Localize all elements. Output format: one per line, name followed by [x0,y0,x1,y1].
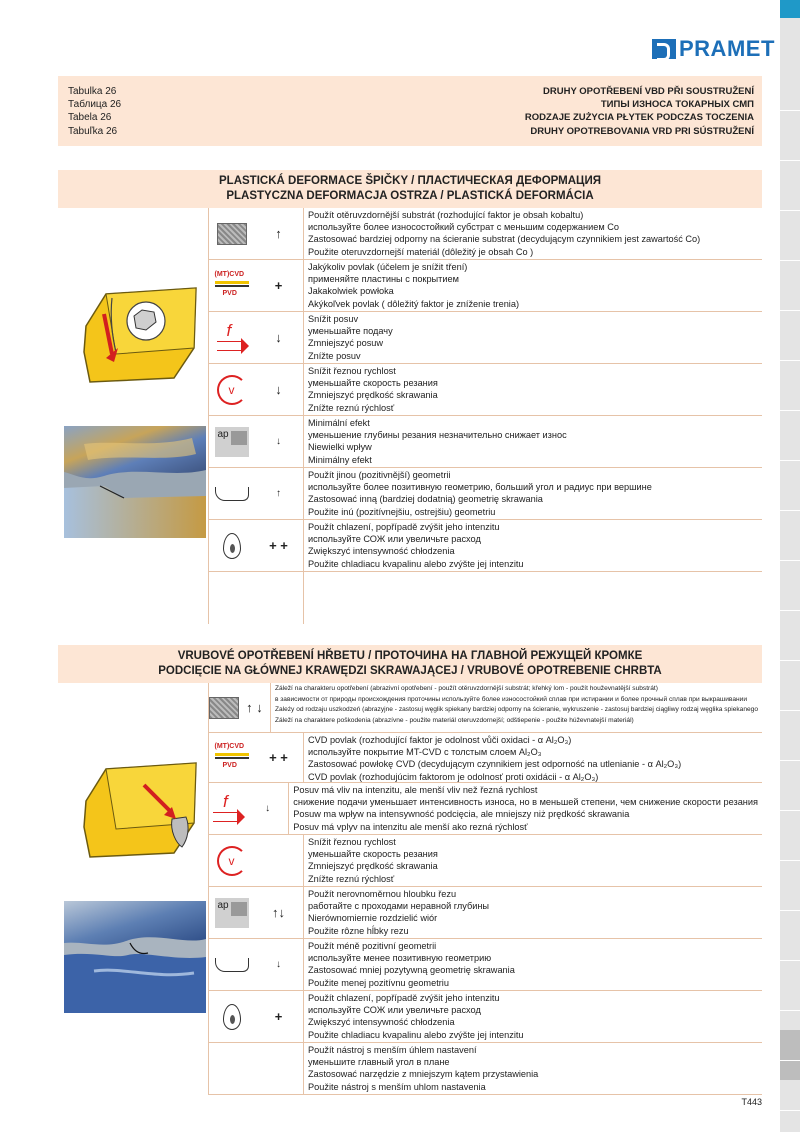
coating-label: (MT)CVD [214,742,245,750]
recommendation-row [209,416,762,468]
recommendation-text [304,364,762,415]
recommendation-line: уменьшите главный угол в плане [308,1057,450,1068]
parameter-icon-cell [209,783,247,834]
recommendation-line: Minimálny efekt [308,454,372,465]
parameter-icon-cell [209,312,254,363]
insert-notch-illustration [76,761,206,861]
recommendation-line: Znížte posuv [308,350,361,361]
recommendation-row [209,1043,762,1095]
recommendation-line: Niewielki wpływ [308,442,372,453]
side-tab-strip [780,0,800,1132]
recommendation-line: используйте менее позитивную геометрию [308,953,492,964]
side-tab-separator [780,660,800,661]
change-direction: ↓ [254,416,304,467]
depth-letter: ap [217,899,229,911]
table-title: RODZAJE ZUŻYCIA PŁYTEK PODCZAS TOCZENIA [524,112,754,124]
recommendation-line: Posuw ma wpływ na intensywność podcięcia, ale mniejszy niż prędkość skrawania [293,809,630,820]
recommendation-row [209,260,762,312]
parameter-icon-cell [209,939,254,990]
recommendation-line: Zmniejszyć prędkość skrawania [308,861,438,872]
recommendation-line: Použít chlazení, popřípadě zvýšit jeho intenzitu [308,993,500,1003]
side-tab-separator [780,1060,800,1061]
change-direction: ↓ [254,312,304,363]
side-tab-separator [780,460,800,461]
recommendation-row [209,312,762,364]
recommendation-line: Záleží na charakteru opotřebení (abrazivní opotřebení - použít otěruvzdornější substrát; křehký lom - použít houževnatější substrát) [274,685,658,692]
coating-label: PVD [222,761,237,769]
recommendation-row [209,733,762,783]
recommendation-line: уменьшение глубины резания незначительно снижает износ [308,430,567,441]
side-tab-separator [780,810,800,811]
side-tab-separator [780,510,800,511]
section-notch-wear [58,645,762,1092]
parameter-icon-cell [209,468,254,519]
recommendation-list [208,208,762,624]
geometry-icon [215,487,249,501]
recommendation-line: Použite chladiacu kvapalinu alebo zvýšte jej intenzitu [308,558,524,569]
recommendation-row [209,468,762,520]
change-direction: + + [254,520,304,571]
recommendation-line: Použít méně pozitivní geometrii [308,941,437,951]
parameter-icon-cell [209,364,254,415]
section-plastic-deformation [58,170,762,616]
recommendation-line: Jakakolwiek powłoka [308,286,394,297]
recommendation-line: Zmniejszyć posuw [308,338,384,349]
recommendation-line: Použite rôzne hĺbky rezu [308,925,409,936]
recommendation-line: Nierównomiernie rozdzielić wiór [308,913,438,924]
parameter-icon-cell [209,991,254,1042]
recommendation-line: Použite oteruvzdornejší materiál (dôležitý je obsah Co ) [308,246,534,257]
empty-row [209,572,762,624]
recommendation-text [304,468,762,519]
table-title: DRUHY OPOTŘEBENÍ VBD PŘI SOUSTRUŽENÍ [543,86,754,97]
recommendation-line: снижение подачи уменьшает интенсивность износа, но в меньшей степени, чем снижение скорости резания [293,797,758,808]
table-header-band [58,76,762,146]
table-title-list [525,85,754,138]
recommendation-line: Zastosować mniej pozytywną geometrię skrawania [308,965,515,976]
recommendation-text [304,260,762,311]
brand-name: PRAMET [679,36,775,61]
recommendation-line: Zastosować inną (bardziej dodatnią) geometrię skrawania [308,494,543,505]
worn-insert-photo [64,426,206,538]
recommendation-line: используйте более износостойкий субстрат с меньшим содержанием Со [308,222,619,233]
substrate-icon [217,223,247,245]
recommendation-text [304,416,762,467]
pramet-logo [652,38,775,60]
recommendation-line: Použít nerovnoměrnou hloubku řezu [308,889,457,899]
feed-letter: f [226,320,232,340]
table-title: ТИПЫ ИЗНОСА ТОКАРНЫХ СМП [600,99,754,111]
coating-label: PVD [222,289,237,297]
recommendation-line: Posuv má vliv na intenzitu, ale menší vliv než řezná rychlost [293,785,538,795]
recommendation-text [304,835,762,886]
recommendation-line: Zastosować bardziej odporny na ścieranie substrat (decydującym czynnikiem jest zawartość Co) [308,234,701,245]
table-title: DRUHY OPOTREBOVANIA VRD PRI SÚSTRUŽENÍ [530,125,754,137]
coating-icon [215,271,249,301]
parameter-icon-cell [209,520,254,571]
change-direction: ↑ ↓ [239,683,271,732]
coating-label: (MT)CVD [214,270,245,278]
feed-icon [211,791,245,824]
recommendation-line: Použít jinou (pozitivnější) geometrii [308,470,451,480]
recommendation-text [304,312,762,363]
recommendation-line: CVD povlak (rozhodujúcim faktorom je odolnosť proti oxidácii - α Al₂O₃) [308,771,599,782]
recommendation-line: Znížte reznú rýchlosť [308,402,395,413]
geometry-icon [215,958,249,972]
recommendation-row [209,520,762,572]
side-tab-separator [780,960,800,961]
recommendation-line: CVD povlak (rozhodující faktor je odolnost vůči oxidaci - α Al₂O₃) [308,735,572,745]
side-tab-separator [780,410,800,411]
recommendation-text [304,520,762,571]
change-direction: ↑↓ [254,887,304,938]
recommendation-line: уменьшайте скорость резания [308,378,438,389]
side-tab-separator [780,210,800,211]
side-tab-separator [780,1110,800,1111]
change-direction: ↓ [247,783,289,834]
recommendation-line: Snížit posuv [308,314,359,324]
side-tab-separator [780,1010,800,1011]
change-direction [254,835,304,886]
feed-letter: f [222,791,228,811]
coolant-icon [223,533,241,559]
recommendation-line: применяйте пластины с покрытием [308,274,459,285]
coating-icon [215,743,249,773]
recommendation-line: Znížte reznú rýchlosť [308,873,395,884]
side-tab-separator [780,110,800,111]
recommendation-text [304,939,762,990]
side-tab-separator [780,560,800,561]
change-direction: + [254,991,304,1042]
recommendation-row [209,208,762,260]
recommendation-row [209,887,762,939]
speed-letter: v [228,853,235,868]
recommendation-line: Použite nástroj s menším uhlom nastavenia [308,1081,486,1092]
recommendation-line: используйте более позитивную геометрию, больший угол и радиус при вершине [308,482,652,493]
recommendation-row [209,364,762,416]
recommendation-line: Akýkoľvek povlak ( dôležitý faktor je zníženie trenia) [308,298,520,309]
recommendation-row [209,991,762,1043]
section-title-line: PLASTICKÁ DEFORMACE ŠPIČKY / ПЛАСТИЧЕСКАЯ ДЕФОРМАЦИЯ [219,175,601,187]
recommendation-line: Snížit řeznou rychlost [308,366,396,376]
recommendation-line: используйте СОЖ или увеличьте расход [308,534,481,545]
recommendation-line: Minimální efekt [308,418,370,428]
recommendation-row [209,683,762,733]
change-direction: ↑ [254,208,304,259]
recommendation-line: Zwiększyć intensywność chłodzenia [308,1017,455,1028]
recommendation-line: Snížit řeznou rychlost [308,837,396,847]
section-title-line: VRUBOVÉ OPOTŘEBENÍ HŘBETU / ПРОТОЧИНА НА ГЛАВНОЙ РЕЖУЩЕЙ КРОМКЕ [177,650,643,662]
recommendation-line: уменьшайте подачу [308,326,393,337]
parameter-icon-cell [209,835,254,886]
insert-deformation-illustration [76,286,206,386]
section-body [58,683,762,1092]
recommendation-text [289,783,762,834]
side-tab-separator [780,760,800,761]
side-tab-separator [780,710,800,711]
cutting-speed-icon [217,375,247,405]
recommendation-line: Zwiększyć intensywność chłodzenia [308,546,455,557]
depth-letter: ap [217,428,229,440]
coolant-icon [223,1004,241,1030]
recommendation-text [304,887,762,938]
parameter-icon-cell [209,1043,254,1094]
parameter-icon-cell [209,260,254,311]
worn-insert-photo [64,901,206,1013]
side-tab-separator [780,910,800,911]
recommendation-text [304,208,762,259]
recommendation-text [304,733,762,782]
recommendation-line: используйте покрытие MT-CVD с толстым слоем Al₂O₃ [308,747,542,758]
feed-icon [215,320,249,353]
recommendation-line: Použít chlazení, popřípadě zvýšit jeho intenzitu [308,522,500,532]
recommendation-line: Použite menej pozitívnu geometriu [308,977,449,988]
side-tab-separator [780,260,800,261]
table-number-list [68,85,121,138]
side-tab-current [780,1030,800,1080]
recommendation-line: Použít nástroj s menším úhlem nastavení [308,1045,477,1055]
recommendation-line: Použite inú (pozitívnejšiu, ostrejšiu) geometriu [308,506,496,517]
recommendation-line: Zastosować powłokę CVD (decydującym czynnikiem jest odporność na utlenianie - α Al₂O₃) [308,759,682,770]
change-direction [254,1043,304,1094]
parameter-icon-cell [209,416,254,467]
table-number: Tabulka 26 [68,86,117,97]
section-title-line: PODCIĘCIE NA GŁÓWNEJ KRAWĘDZI SKRAWAJĄCEJ / VRUBOVÉ OPOTREBENIE CHRBTA [158,665,662,677]
side-tab-separator [780,310,800,311]
table-number: Таблица 26 [68,99,122,111]
recommendation-line: Jakýkoliv povlak (účelem je snížit tření) [308,262,468,272]
parameter-icon-cell [209,208,254,259]
section-title [58,170,762,208]
recommendation-line: Použite chladiacu kvapalinu alebo zvýšte jej intenzitu [308,1029,524,1040]
change-direction: ↓ [254,364,304,415]
side-tab-separator [780,860,800,861]
side-tab-separator [780,610,800,611]
recommendation-row [209,939,762,991]
side-tab-separator [780,360,800,361]
recommendation-line: Zmniejszyć prędkość skrawania [308,390,438,401]
section-body [58,208,762,616]
speed-letter: v [228,382,235,397]
recommendation-line: работайте с проходами неравной глубины [308,901,490,912]
pramet-logo-icon [652,39,676,59]
change-direction: + + [254,733,304,782]
section-title [58,645,762,683]
parameter-icon-cell [209,733,254,782]
side-tab-active [780,0,800,18]
change-direction: + [254,260,304,311]
recommendation-line: Záleží na charaktere poškodenia (abrazívne - použite materiál oteruvzdornejší; odštiepenie - použite húževnatejší materiál) [274,716,634,724]
cutting-speed-icon [217,846,247,876]
section-title-line: PLASTYCZNA DEFORMACJA OSTRZA / PLASTICKÁ DEFORMÁCIA [226,190,594,202]
side-tab-separator [780,160,800,161]
parameter-icon-cell [209,887,254,938]
recommendation-line: в зависимости от природы происхождения проточины используйте более износостойкий сплав при истирании и более прочный сплав при выкрашивании [274,695,748,703]
depth-of-cut-icon [215,427,249,457]
substrate-icon [209,697,239,719]
recommendation-line: используйте СОЖ или увеличьте расход [308,1005,481,1016]
recommendation-line: Posuv má vplyv na intenzitu ale menší ako rezná rýchlosť [293,821,528,832]
recommendation-line: Použít otěruvzdornější substrát (rozhodující faktor je obsah kobaltu) [308,210,584,220]
table-number: Tabuľka 26 [68,125,118,137]
recommendation-text [304,991,762,1042]
recommendation-line: Zależy od rodzaju uszkodzeń (abrazyjne - zastosuj węglik spiekany bardziej odporny na ścieranie, wykruszenie - zastosuj bardziej ciągliwy rodzaj węglika spiekanego [274,706,758,714]
page-number: T443 [741,1097,762,1107]
depth-of-cut-icon [215,898,249,928]
recommendation-text [271,683,762,732]
parameter-icon-cell [209,683,239,732]
change-direction: ↓ [254,939,304,990]
change-direction: ↑ [254,468,304,519]
recommendation-list [208,683,762,1095]
recommendation-row [209,783,762,835]
recommendation-line: уменьшайте скорость резания [308,849,438,860]
table-number: Tabela 26 [68,112,112,124]
recommendation-text [304,1043,762,1094]
recommendation-row [209,835,762,887]
recommendation-line: Zastosować narzędzie z mniejszym kątem przystawienia [308,1069,539,1080]
